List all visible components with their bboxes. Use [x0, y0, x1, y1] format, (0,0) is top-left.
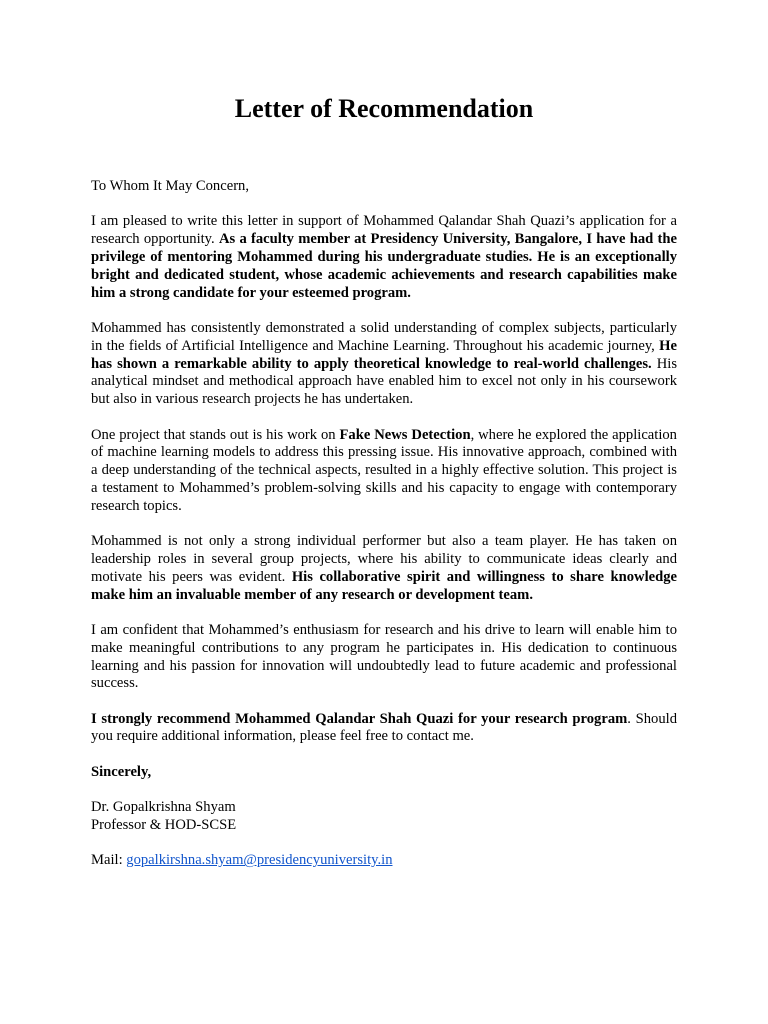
contact-line	[91, 852, 677, 870]
paragraph-skills-bold: He has shown a remarkable ability to apply theoretical knowledge to real-world challenges.	[91, 337, 677, 372]
paragraph-skills-text-b: His analytical mindset and methodical approach have enabled him to excel not only in his coursework but also in various research projects he has undertaken.	[91, 355, 678, 408]
paragraph-project-bold: Fake News Detection	[339, 426, 471, 443]
closing-text: Sincerely,	[91, 763, 152, 780]
mail-label: Mail:	[91, 852, 127, 869]
paragraph-project-text-b: , where he explored the application of machine learning models to address this pressing issue. His innovative approach, combined with a deep understanding of the technical aspects, resulted in a highly effective solution. This project is a testament to Mohammed’s problem-solving skills and his capacity to engage with contemporary research topics.	[91, 426, 677, 514]
paragraph-teamwork	[91, 533, 677, 604]
paragraph-recommendation-bold: I strongly recommend Mohammed Qalandar Shah Quazi for your research program	[91, 710, 628, 727]
paragraph-intro-text: I am pleased to write this letter in support of Mohammed Qalandar Shah Quazi’s application for a research opportunity.	[91, 213, 677, 248]
paragraph-intro	[91, 213, 677, 302]
paragraph-teamwork-text: Mohammed is not only a strong individual performer but also a team player. He has taken on leadership roles in several group projects, where his ability to communicate ideas clearly and motivate his peers was evident.	[91, 533, 677, 585]
signer-title: Professor & HOD-SCSE	[91, 817, 237, 834]
closing	[91, 764, 677, 782]
paragraph-intro-bold: As a faculty member at Presidency University, Bangalore, I have had the privilege of mentoring Mohammed during his undergraduate studies. He is an exceptionally bright and dedicated student, whose academic achievements and research capabilities make him a strong candidate for your esteemed program.	[91, 231, 677, 301]
paragraph-project	[91, 427, 677, 516]
salutation: To Whom It May Concern,	[91, 178, 249, 194]
paragraph-teamwork-bold: His collaborative spirit and willingness to share knowledge make him an invaluable member of any research or development team.	[91, 568, 677, 603]
signer-name: Dr. Gopalkrishna Shyam	[91, 799, 236, 816]
paragraph-project-text-a: One project that stands out is his work on	[91, 426, 340, 443]
paragraph-skills-text-a: Mohammed has consistently demonstrated a solid understanding of complex subjects, particularly in the fields of Artificial Intelligence and Machine Learning. Throughout his academic journey,	[91, 319, 677, 354]
paragraph-recommendation-text: . Should you require additional information, please feel free to contact me.	[91, 710, 677, 745]
page-title: Letter of Recommendation	[234, 94, 534, 123]
paragraph-confidence: I am confident that Mohammed’s enthusiasm for research and his drive to learn will enable him to make meaningful contributions to any program he participates in. His dedication to continuous learning and his passion for innovation will undoubtedly lead to future academic and professional success.	[91, 621, 677, 692]
paragraph-recommendation	[91, 711, 677, 747]
paragraph-skills	[91, 320, 677, 409]
email-link[interactable]: gopalkirshna.shyam@presidencyuniversity.in	[126, 852, 393, 869]
